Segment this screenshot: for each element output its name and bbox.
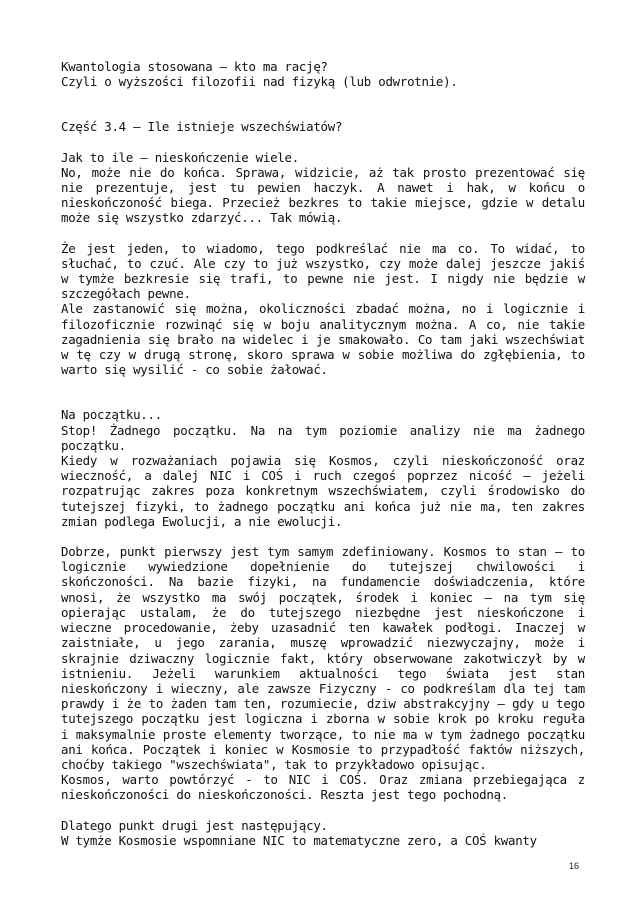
paragraph-1: Jak to ile – nieskończenie wiele. [61, 149, 299, 165]
paragraph-5: Na początku... [61, 407, 162, 423]
paragraph-3: Że jest jeden, to wiadomo, tego podkreślać nie ma co. To widać, to słuchać, to czuć. Ale czy to już wszystko, czy może dalej jeszcze jakiś w tymże bezkresie się trafi, to pewne nie jest. I nigdy nie będzie w szczegółach pewne. [61, 240, 585, 302]
paragraph-4: Ale zastanowić się można, okoliczności zbadać można, no i logicznie i filozoficznie rozwinąć się w boju analitycznym można. A co, nie takie zagadnienia się brało na widelec i je smakowało. Co tam jaki wszechświat w tę czy w drugą stronę, skoro sprawa w sobie możliwa do zgłębienia, to warto się wysilić - co sobie żałować. [61, 301, 585, 378]
header-line-1: Kwantologia stosowana – kto ma rację? [61, 59, 328, 74]
page-content [61, 59, 585, 848]
paragraph-2: No, może nie do końca. Sprawa, widzicie, aż tak prosto prezentować się nie prezentuje, jest tu pewien haczyk. A nawet i hak, w końcu o nieskończoność biega. Przecież bezkres to takie miejsce, gdzie w detalu może się wszystko zdarzyć... Tak mówią. [61, 164, 585, 226]
paragraph-10: Dlatego punkt drugi jest następujący. [61, 817, 328, 833]
paragraph-7: Kiedy w rozważaniach pojawia się Kosmos, czyli nieskończoność oraz wieczność, a dalej NIC i COŚ i ruch czegoś poprzez nicość – jeżeli rozpatrując zakres poza konkretnym wszechświatem, czyli środowisko do tutejszej fizyki, to żadnego początku ani końca już nie ma, ten zakres zmian podlega Ewolucji, a nie ewolucji. [61, 453, 585, 529]
header-line-2: Czyli o wyższości filozofii nad fizyką (lub odwrotnie). [61, 74, 458, 90]
paragraph-9: Kosmos, warto powtórzyć - to NIC i COŚ. Oraz zmiana przebiegająca z nieskończoności do nieskończoności. Reszta jest tego pochodną. [61, 772, 585, 803]
paragraph-11: W tymże Kosmosie wspomniane NIC to matematyczne zero, a COŚ kwanty [61, 832, 537, 848]
paragraph-8: Dobrze, punkt pierwszy jest tym samym zdefiniowany. Kosmos to stan – to logicznie wywiedzione dopełnienie do tutejszej chwilowości i skończoności. Na bazie fizyki, na fundamencie doświadczenia, które wnosi, że wszystko ma swój początek, środek i koniec – na tym się opierając ustalam, że do tutejszego niezbędne jest nieskończone i wieczne procedowanie, żeby uzasadnić ten kawałek podłogi. Inaczej w zaistniałe, u jego zarania, muszę wprowadzić niezwyczajny, może i skrajnie dziwaczny logicznie fakt, który obserwowane zakotwiczył by w istnieniu. Jeżeli warunkiem aktualności tego świata jest stan nieskończony i wieczny, ale zawsze Fizyczny - co podkreślam dla tej tam prawdy i że to żaden tam ten, rozumiecie, dziw abstrakcyjny – gdy u tego tutejszego początku jest logiczna i zborna w sobie krok po kroku reguła i maksymalnie proste elementy tworzące, to nie ma w tym żadnego początku ani końca. Początek i koniec w Kosmosie to przypadłość faktów niższych, choćby takiego "wszechświata", tak to przykładowo opisując. [61, 544, 585, 772]
section-title: Część 3.4 – Ile istnieje wszechświatów? [61, 119, 343, 135]
paragraph-6: Stop! Żadnego początku. Na na tym poziomie analizy nie ma żadnego początku. [61, 422, 585, 453]
page-number: 16 [568, 861, 579, 871]
